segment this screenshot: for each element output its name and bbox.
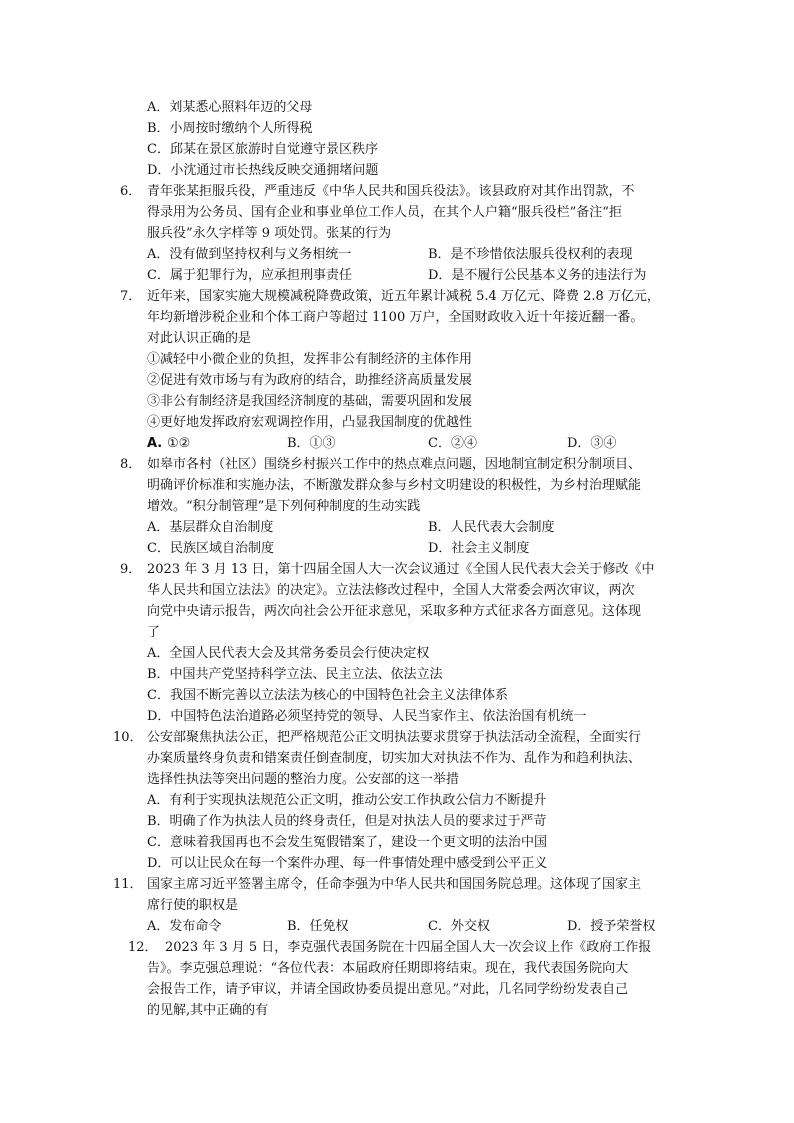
q7-statement-1: ①减轻中小微企业的负担，发挥非公有制经济的主体作用 bbox=[147, 352, 473, 367]
q8-stem-line: 如皋市各村（社区）围绕乡村振兴工作中的热点难点问题，因地制宜制定积分制项目、 bbox=[147, 457, 642, 472]
q9-option-b: B．中国共产党坚持科学立法、民主立法、依法立法 bbox=[147, 667, 443, 682]
q10-option-d: D．可以让民众在每一个案件办理、每一件事情处理中感受到公平正义 bbox=[147, 856, 548, 871]
q7-statement-3: ③非公有制经济是我国经济制度的基础，需要巩固和发展 bbox=[147, 394, 473, 409]
q7-stem-line: 对此认识正确的是 bbox=[147, 331, 252, 346]
q11-number: 11． bbox=[113, 877, 143, 892]
q9-option-c: C．我国不断完善以立法法为核心的中国特色社会主义法律体系 bbox=[147, 688, 508, 703]
q10-option-a: A．有利于实现执法规范公正文明，推动公安工作执政公信力不断提升 bbox=[147, 793, 547, 808]
q7-option-b: B．①③ bbox=[287, 436, 336, 451]
q8-stem-line: 增效。“积分制管理”是下列何种制度的生动实践 bbox=[147, 499, 421, 514]
q11-option-c: C．外交权 bbox=[428, 919, 490, 934]
q8-option-d: D．社会主义制度 bbox=[428, 541, 530, 556]
q9-stem-line: 2023 年 3 月 13 日，第十四届全国人大一次会议通过《全国人民代表大会关于修改《中 bbox=[147, 562, 655, 577]
q8-stem-line: 明确评价标准和实施办法，不断激发群众参与乡村文明建设的积极性，为乡村治理赋能 bbox=[147, 478, 642, 493]
q9-stem-line: 华人民共和国立法法》的决定》。立法法修改过程中，全国人大常委会两次审议，两次 bbox=[147, 583, 635, 598]
q7-option-c: C．②④ bbox=[428, 436, 477, 451]
q6-option-c: C．属于犯罪行为，应承担刑事责任 bbox=[147, 268, 352, 283]
q10-option-c: C．意味着我国再也不会发生冤假错案了，建设一个更文明的法治中国 bbox=[147, 835, 547, 850]
q11-option-a: A．发布命令 bbox=[147, 919, 222, 934]
q7-statement-2: ②促进有效市场与有为政府的结合，助推经济高质量发展 bbox=[147, 373, 473, 388]
q12-number: 12． bbox=[128, 940, 158, 955]
q5-option-d: D．小沈通过市长热线反映交通拥堵问题 bbox=[147, 163, 379, 178]
q10-stem-line: 公安部聚焦执法公正，把严格规范公正文明执法要求贯穿于执法活动全流程，全面实行 bbox=[147, 730, 642, 745]
q5-option-c: C．邱某在景区旅游时自觉遵守景区秩序 bbox=[147, 142, 378, 157]
q6-stem-line: 服兵役”永久字样等 9 项处罚。张某的行为 bbox=[147, 226, 392, 241]
q5-option-b: B．小周按时缴纳个人所得税 bbox=[147, 121, 313, 136]
q12-stem-line: 告》。李克强总理说：“各位代表：本届政府任期即将结束。现在，我代表国务院向大 bbox=[147, 961, 629, 976]
q12-stem-line: 的见解,其中正确的有 bbox=[147, 1003, 269, 1018]
q5-option-a: A．刘某悉心照料年迈的父母 bbox=[147, 100, 313, 115]
q9-option-a: A．全国人民代表大会及其常务委员会行使决定权 bbox=[147, 646, 430, 661]
q12-stem-line: 2023 年 3 月 5 日，李克强代表国务院在十四届全国人大一次会议上作《政府工作报 bbox=[165, 940, 652, 955]
q8-option-a: A．基层群众自治制度 bbox=[147, 520, 274, 535]
q6-number: 6． bbox=[120, 184, 142, 199]
q7-stem-line: 近年来，国家实施大规模减税降费政策，近五年累计减税 5.4 万亿元、降费 2.8 万亿元， bbox=[147, 289, 660, 304]
q8-option-c: C．民族区域自治制度 bbox=[147, 541, 274, 556]
q6-option-a: A．没有做到坚持权利与义务相统一 bbox=[147, 247, 352, 262]
q8-option-b: B．人民代表大会制度 bbox=[428, 520, 555, 535]
q7-number: 7． bbox=[120, 289, 142, 304]
q7-stem-line: 年均新增涉税企业和个体工商户等超过 1100 万户，全国财政收入近十年接近翻一番。 bbox=[147, 310, 644, 325]
q12-stem-line: 会报告工作，请予审议，并请全国政协委员提出意见。”对此，几名同学纷纷发表自己 bbox=[147, 982, 629, 997]
q11-stem-line: 国家主席习近平签署主席令，任命李强为中华人民共和国国务院总理。这体现了国家主 bbox=[147, 877, 642, 892]
q9-stem-line: 向党中央请示报告，两次向社会公开征求意见，采取多种方式征求各方面意见。这体现 bbox=[147, 604, 642, 619]
q7-option-a-label: A. bbox=[147, 436, 163, 451]
q6-stem-line: 青年张某拒服兵役，严重违反《中华人民共和国兵役法》。该县政府对其作出罚款，不 bbox=[147, 184, 635, 199]
q10-stem-line: 办案质量终身负责和错案责任倒查制度，切实加大对执法不作为、乱作为和趋利执法、 bbox=[147, 751, 642, 766]
q7-option-a: ①② bbox=[167, 436, 191, 451]
q11-option-d: D．授予荣誉权 bbox=[567, 919, 656, 934]
q9-number: 9． bbox=[120, 562, 142, 577]
q11-stem-line: 席行使的职权是 bbox=[147, 898, 239, 913]
q6-option-b: B．是不珍惜依法服兵役权利的表现 bbox=[428, 247, 633, 262]
q6-option-d: D．是不履行公民基本义务的违法行为 bbox=[428, 268, 647, 283]
q9-option-d: D．中国特色法治道路必须坚持党的领导、人民当家作主、依法治国有机统一 bbox=[147, 709, 587, 724]
q6-stem-line: 得录用为公务员、国有企业和事业单位工作人员，在其个人户籍“服兵役栏”备注“拒 bbox=[147, 205, 622, 220]
q8-number: 8． bbox=[120, 457, 142, 472]
q10-number: 10． bbox=[113, 730, 143, 745]
q10-option-b: B．明确了作为执法人员的终身责任，但是对执法人员的要求过于严苛 bbox=[147, 814, 547, 829]
q7-option-d: D．③④ bbox=[567, 436, 617, 451]
q10-stem-line: 选择性执法等突出问题的整治力度。公安部的这一举措 bbox=[147, 772, 460, 787]
q9-stem-line: 了 bbox=[147, 625, 161, 640]
q7-statement-4: ④更好地发挥政府宏观调控作用，凸显我国制度的优越性 bbox=[147, 415, 473, 430]
q11-option-b: B．任免权 bbox=[287, 919, 349, 934]
